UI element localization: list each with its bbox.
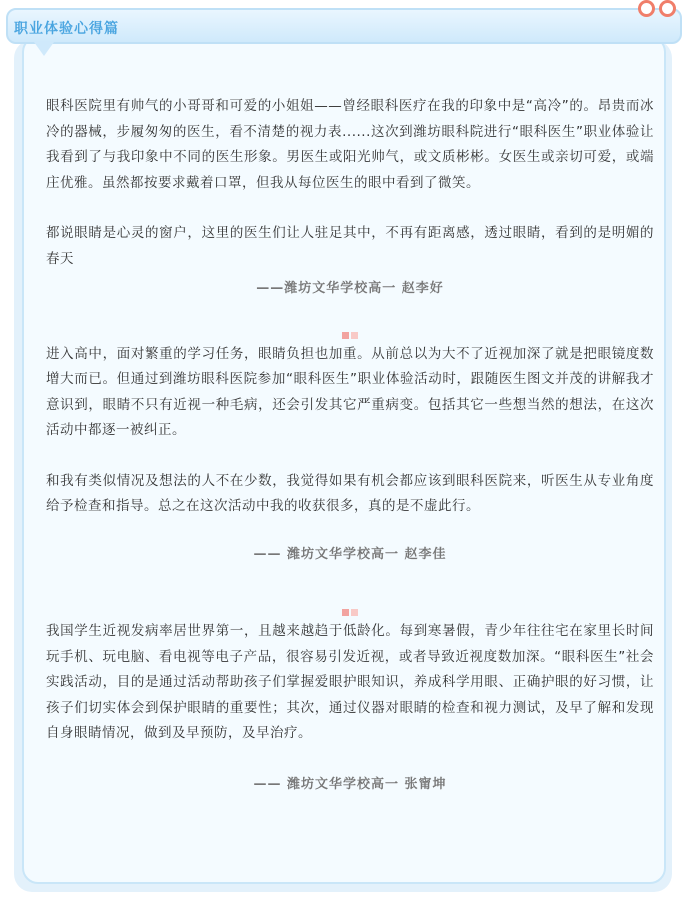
paragraph: 都说眼睛是心灵的窗户，这里的医生们让人驻足其中，不再有距离感，透过眼睛，看到的是明媚的春天 bbox=[46, 225, 654, 267]
paragraph: 和我有类似情况及想法的人不在少数，我觉得如果有机会都应该到眼科医院来，听医生从专业角度给予检查和指导。总之在这次活动中我的收获很多，真的是不虚此行。 bbox=[46, 472, 654, 514]
article-body bbox=[46, 94, 654, 797]
header-notch bbox=[34, 42, 54, 56]
section-divider bbox=[46, 601, 654, 611]
paragraph: 眼科医院里有帅气的小哥哥和可爱的小姐姐——曾经眼科医疗在我的印象中是“高冷”的。昂贵而冰冷的器械，步履匆匆的医生，看不清楚的视力表......这次到潍坊眼科院进行“眼科医生”职业体验让我看到了与我印象中不同的医生形象。男医生或阳光帅气，或文质彬彬。女医生或亲切可爱，或端庄优雅。虽然都按要求戴着口罩，但我从每位医生的眼中看到了微笑。 bbox=[46, 98, 654, 191]
page-title: 职业体验心得篇 bbox=[14, 21, 119, 37]
paragraph: 进入高中，面对繁重的学习任务，眼睛负担也加重。从前总以为大不了近视加深了就是把眼镜度数增大而已。但通过到潍坊眼科医院参加“眼科医生”职业体验活动时，跟随医生图文并茂的讲解我才意识到，眼睛不只有近视一种毛病，还会引发其它严重病变。包括其它一些想当然的想法，在这次活动中都逐一被纠正。 bbox=[46, 345, 654, 438]
section-divider bbox=[46, 324, 654, 334]
signature: ——潍坊文华学校高一 赵李好 bbox=[256, 281, 444, 296]
paragraph: 我国学生近视发病率居世界第一，且越来越趋于低龄化。每到寒暑假，青少年往往宅在家里长时间玩手机、玩电脑、看电视等电子产品，很容易引发近视，或者导致近视度数加深。“眼科医生”社会实践活动，目的是通过活动帮助孩子们掌握爱眼护眼知识，养成科学用眼、正确护眼的好习惯，让孩子们切实体会到保护眼睛的重要性；其次，通过仪器对眼睛的检查和视力测试，及早了解和发现自身眼睛情况，做到及早预防，及早治疗。 bbox=[46, 623, 654, 741]
signature: —— 潍坊文华学校高一 张甯坤 bbox=[253, 776, 447, 792]
ring-icon bbox=[659, 0, 676, 17]
binder-rings bbox=[634, 0, 676, 21]
ring-icon bbox=[638, 0, 655, 17]
signature: —— 潍坊文华学校高一 赵李佳 bbox=[253, 546, 447, 562]
